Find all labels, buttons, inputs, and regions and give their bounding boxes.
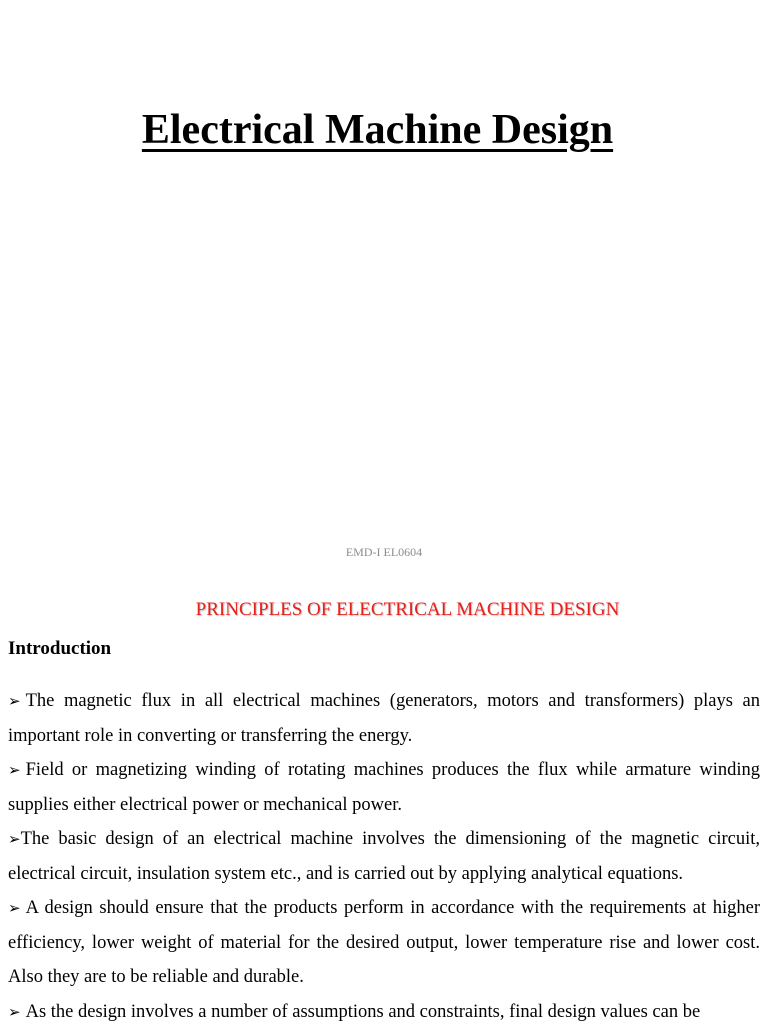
bullet-item xyxy=(8,891,760,995)
bullet-item xyxy=(8,822,760,891)
bullet-text: The basic design of an electrical machine involves the dimensioning of the magnetic circuit, electrical circuit, insulation system etc., and is carried out by applying analytical equations. xyxy=(8,829,760,884)
slide-title: Electrical Machine Design xyxy=(0,106,755,154)
bullet-text: A design should ensure that the products perform in accordance with the requirements at higher efficiency, lower weight of material for the desired output, lower temperature rise and lower cost. Also they are to be reliable and durable. xyxy=(8,898,760,987)
arrow-bullet-icon: ➢ xyxy=(8,692,21,710)
arrow-bullet-icon: ➢ xyxy=(8,899,21,917)
bullet-text: As the design involves a number of assumptions and constraints, final design values can be xyxy=(26,1002,701,1022)
arrow-bullet-icon: ➢ xyxy=(8,761,21,779)
arrow-bullet-icon: ➢ xyxy=(8,1003,21,1021)
slide-footer: EMD-I EL0604 xyxy=(0,545,768,560)
intro-heading: Introduction xyxy=(8,638,111,660)
arrow-bullet-icon: ➢ xyxy=(8,830,21,848)
bullet-text: The magnetic flux in all electrical machines (generators, motors and transformers) plays an important role in converting or transferring the energy. xyxy=(8,691,760,746)
content-slide xyxy=(0,580,768,1024)
bullet-item xyxy=(8,753,760,822)
section-heading: PRINCIPLES OF ELECTRICAL MACHINE DESIGN xyxy=(0,599,768,621)
bullet-text: Field or magnetizing winding of rotating machines produces the flux while armature winding supplies either electrical power or mechanical power. xyxy=(8,760,760,815)
bullet-item xyxy=(8,684,760,753)
bullet-list xyxy=(8,684,760,1029)
